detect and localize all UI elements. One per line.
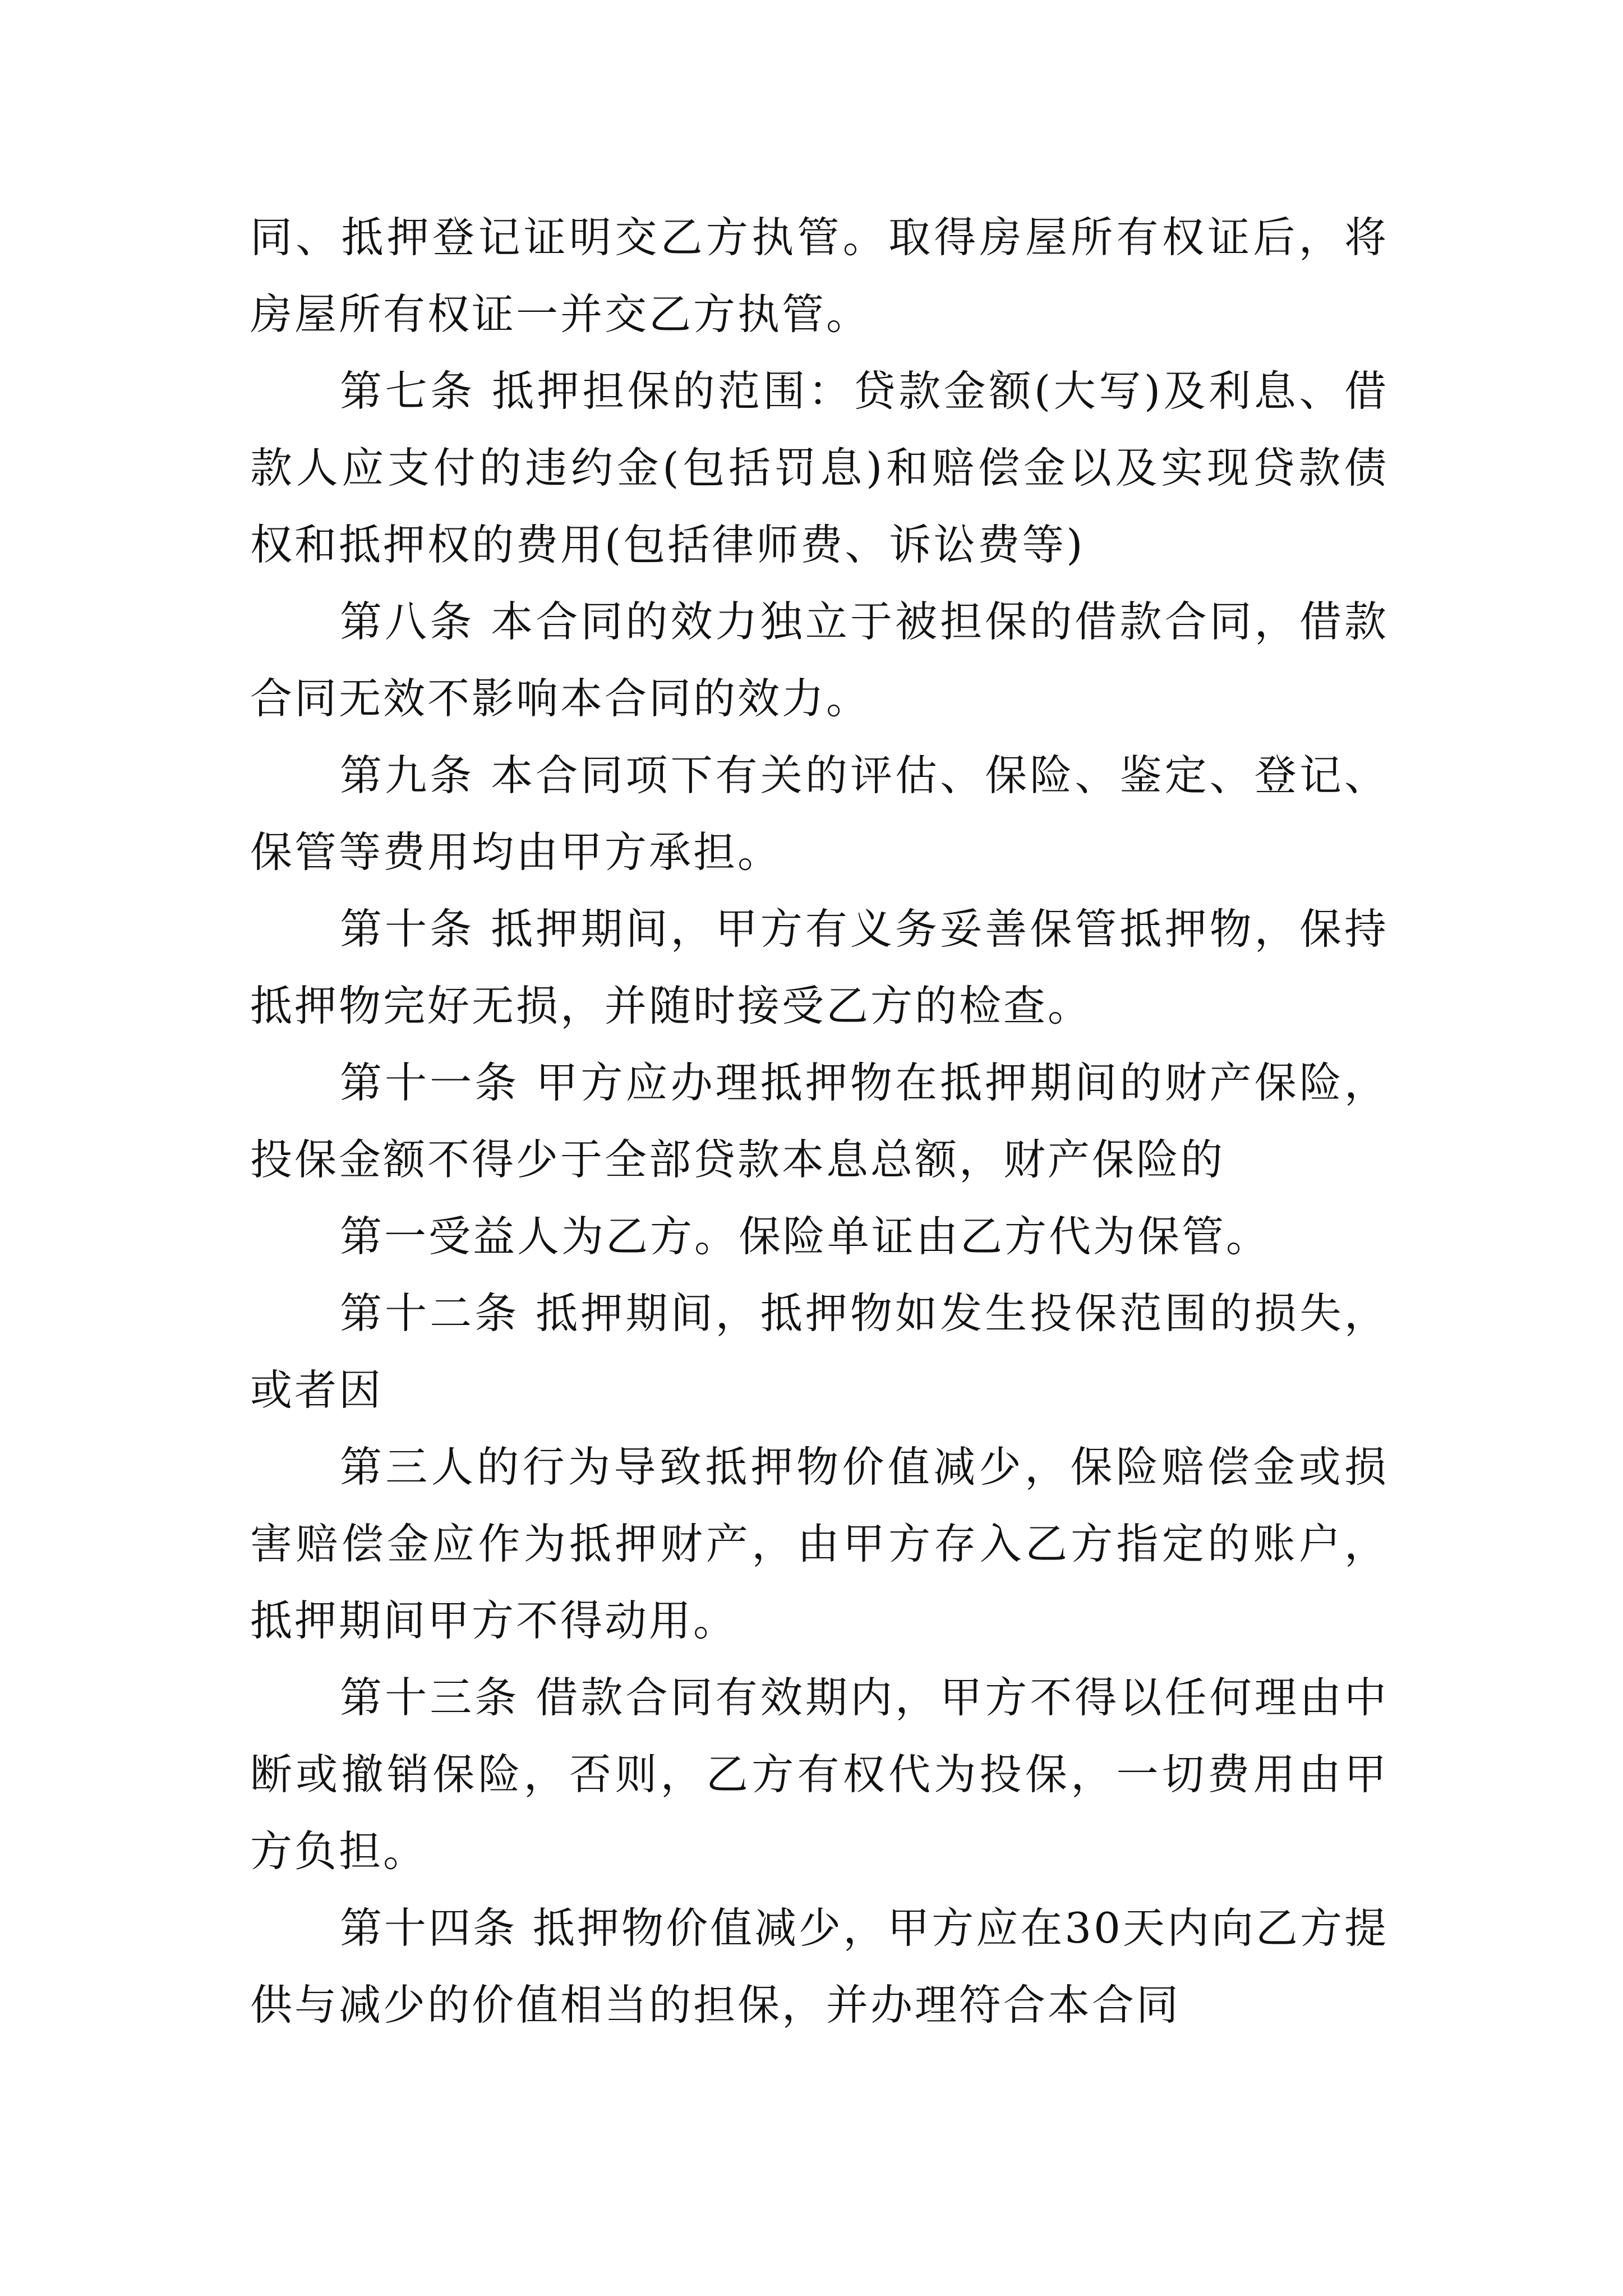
article-13: 第十三条 借款合同有效期内，甲方不得以任何理由中断或撤销保险，否则，乙方有权代为投保，一切费用由甲方负担。 (250, 1673, 1389, 1876)
article-8: 第八条 本合同的效力独立于被担保的借款合同，借款合同无效不影响本合同的效力。 (250, 597, 1389, 723)
article-11: 第十一条 甲方应办理抵押物在抵押期间的财产保险，投保金额不得少于全部贷款本息总额，财产保险的 (250, 1058, 1389, 1184)
article-7: 第七条 抵押担保的范围：贷款金额(大写)及利息、借款人应支付的违约金(包括罚息)和赔偿金以及实现贷款债权和抵押权的费用(包括律师费、诉讼费等) (250, 366, 1389, 569)
article-14: 第十四条 抵押物价值减少，甲方应在30天内向乙方提供与减少的价值相当的担保，并办理符合本合同 (250, 1903, 1389, 2030)
contract-body (250, 199, 1389, 2044)
article-9: 第九条 本合同项下有关的评估、保险、鉴定、登记、保管等费用均由甲方承担。 (250, 751, 1389, 877)
article-11-continuation: 第一受益人为乙方。保险单证由乙方代为保管。 (340, 1212, 1271, 1261)
article-12-continuation: 第三人的行为导致抵押物价值减少，保险赔偿金或损害赔偿金应作为抵押财产，由甲方存入乙方指定的账户，抵押期间甲方不得动用。 (250, 1442, 1389, 1645)
paragraph-continuation: 同、抵押登记证明交乙方执管。取得房屋所有权证后，将房屋所有权证一并交乙方执管。 (250, 213, 1389, 339)
article-12: 第十二条 抵押期间，抵押物如发生投保范围的损失，或者因 (250, 1289, 1389, 1415)
article-10: 第十条 抵押期间，甲方有义务妥善保管抵押物，保持抵押物完好无损，并随时接受乙方的检查。 (250, 904, 1389, 1030)
